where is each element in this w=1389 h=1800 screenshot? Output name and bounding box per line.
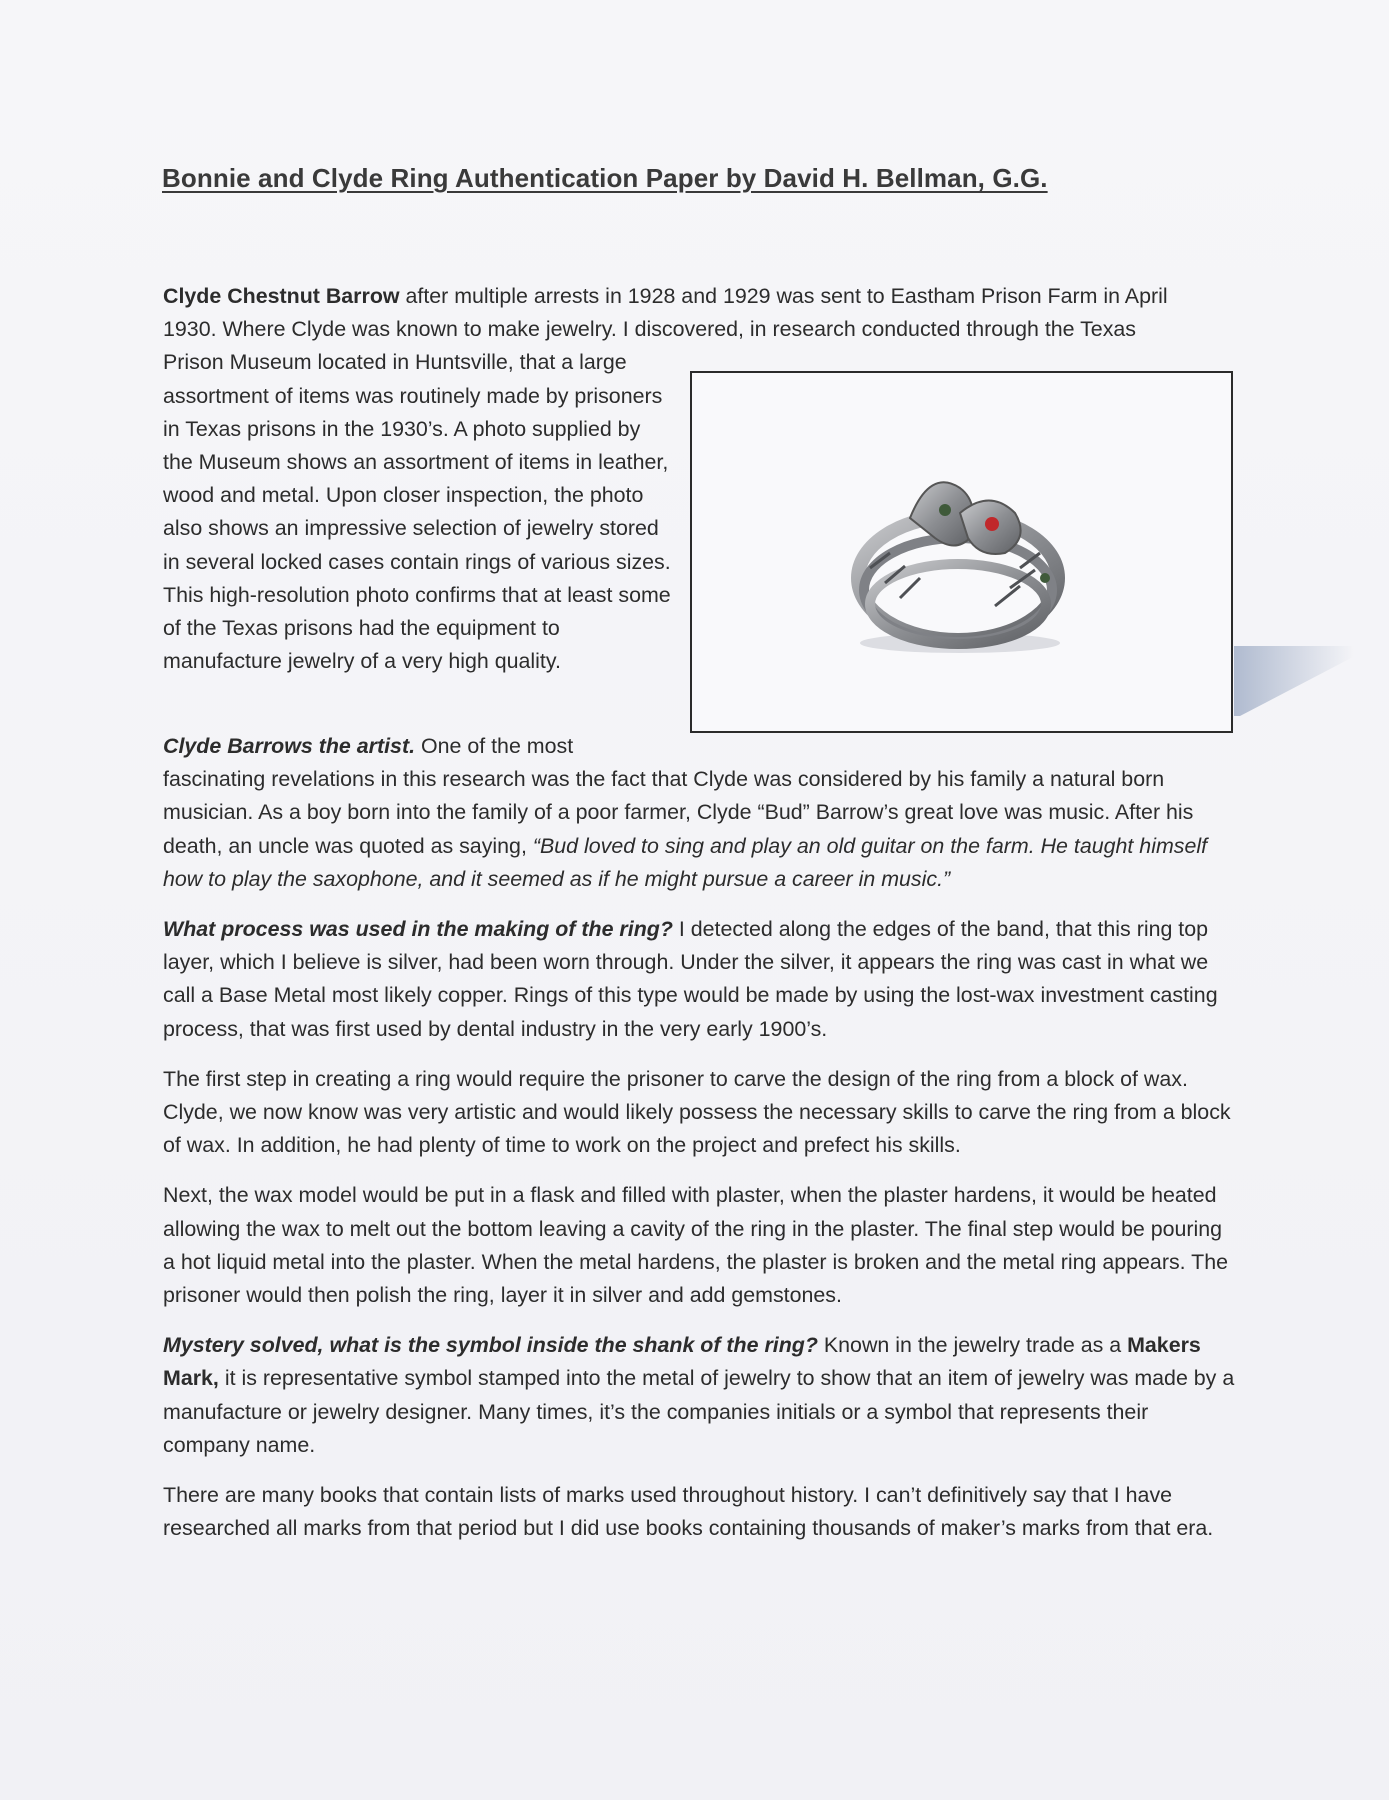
- process-body: I detected along the edges of the band, that this ring top layer, which I believe is silver, had been worn through. Under the silver, it appears the ring was cast in what we call a Base Metal most likely copper. Rings of this type would be made by using the lost-wax investment casting process, that was first used by dental industry in the very early 1900’s.: [163, 917, 1218, 1041]
- body-section: [163, 730, 1238, 1562]
- next-step-paragraph: Next, the wax model would be put in a flask and filled with plaster, when the plaster hardens, it would be heated allowing the wax to melt out the bottom leaving a cavity of the ring in the plaster. The final step would be pouring a hot liquid metal into the plaster. When the metal hardens, the plaster is broken and the metal ring appears. The prisoner would then polish the ring, layer it in silver and add gemstones.: [163, 1183, 1229, 1308]
- artist-body: fascinating revelations in this research was the fact that Clyde was considered by his family a natural born musician. As a boy born into the family of a poor farmer, Clyde “Bud” Barrow’s great love was music. After his death, an uncle was quoted as saying,: [163, 767, 1194, 858]
- scan-shadow: [1234, 646, 1354, 716]
- artist-quote: “Bud loved to sing and play an old guitar on the farm. He taught himself how to play the saxophone, and it seemed as if he might pursue a career in music.”: [163, 833, 1208, 891]
- artist-paragraph: [163, 730, 1238, 896]
- makers-mark-term: Makers Mark,: [163, 1333, 1201, 1391]
- intro-line-1: [163, 280, 1238, 313]
- process-heading: What process was used in the making of the ring?: [163, 917, 673, 942]
- snake-ring-photo-icon: [840, 458, 1080, 658]
- ring-photo-frame: [690, 371, 1233, 733]
- mystery-lead: Known in the jewelry trade as a: [817, 1333, 1128, 1358]
- mystery-heading: Mystery solved, what is the symbol inside the shank of the ring?: [163, 1333, 818, 1358]
- closing-paragraph: There are many books that contain lists of marks used throughout history. I can’t definitively say that I have researched all marks from that period but I did use books containing thousands of maker’s marks from that era.: [163, 1483, 1214, 1541]
- mystery-paragraph: [163, 1329, 1238, 1462]
- intro-line1-text: after multiple arrests in 1928 and 1929 was sent to Eastham Prison Farm in April: [399, 284, 1168, 308]
- artist-first-line: One of the most: [415, 734, 574, 758]
- page-title: Bonnie and Clyde Ring Authentication Paper by David H. Bellman, G.G.: [162, 163, 1048, 193]
- mystery-body: it is representative symbol stamped into the metal of jewelry to show that an item of jewelry was made by a manufacture or jewelry designer. Many times, it’s the companies initials or a symbol that represents their company name.: [163, 1366, 1235, 1457]
- intro-wrapped-text: Prison Museum located in Huntsville, that a large assortment of items was routinely made by prisoners in Texas prisons in the 1930’s. A photo supplied by the Museum shows an assortment of items in leather, wood and metal. Upon closer inspection, the photo also shows an impressive selection of jewelry stored in several locked cases contain rings of various sizes. This high-resolution photo confirms that at least some of the Texas prisons had the equipment to manufacture jewelry of a very high quality.: [163, 350, 671, 674]
- process-paragraph: [163, 913, 1238, 1046]
- intro-lead-name: Clyde Chestnut Barrow: [163, 284, 400, 308]
- first-step-paragraph: The first step in creating a ring would require the prisoner to carve the design of the ring from a block of wax. Clyde, we now know was very artistic and would likely possess the necessary skills to carve the ring from a block of wax. In addition, he had plenty of time to work on the project and prefect his skills.: [163, 1066, 1231, 1158]
- artist-heading: Clyde Barrows the artist.: [163, 734, 416, 758]
- intro-line-2: 1930. Where Clyde was known to make jewelry. I discovered, in research conducted through the Texas: [163, 317, 1136, 342]
